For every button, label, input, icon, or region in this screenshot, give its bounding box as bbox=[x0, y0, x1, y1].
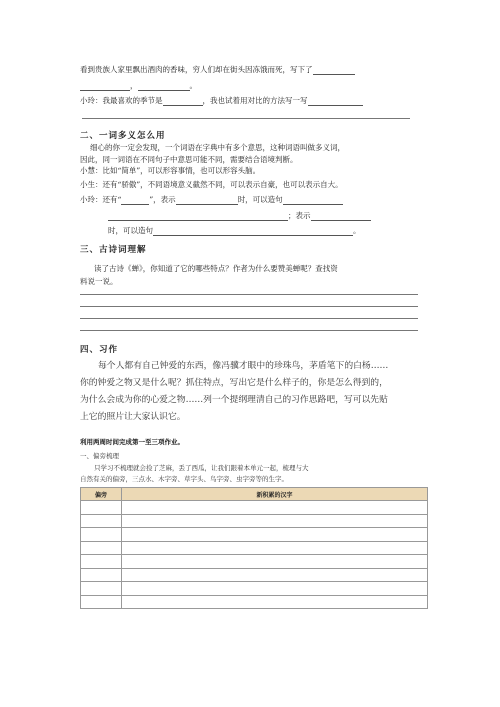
section2-p7-a: 时，可以造句 bbox=[108, 226, 153, 235]
table-row bbox=[81, 595, 428, 609]
radical-cell[interactable] bbox=[81, 541, 122, 555]
blank-meaning-1[interactable] bbox=[176, 196, 238, 205]
section4-p2: 你的钟爱之物又是什么呢？抓住特点，写出它是什么样子的，你是怎么得到的， bbox=[80, 378, 388, 388]
section2-p5 bbox=[80, 195, 420, 205]
homework-title: 利用两周时间完成第一至三项作业。 bbox=[80, 438, 184, 446]
section2-p5-c: 时，可以造句 bbox=[237, 195, 283, 204]
section4-p1: 每个人都有自己钟爱的东西，像冯骥才眼中的珍珠鸟，茅盾笔下的白杨…… bbox=[98, 361, 389, 371]
top-line-2-tail: 。 bbox=[189, 81, 197, 90]
radical-cell[interactable] bbox=[81, 568, 122, 582]
answer-line-4[interactable] bbox=[80, 318, 418, 319]
answer-line-1[interactable] bbox=[82, 118, 410, 119]
homework-desc-1: 只学习不梳理就会捡了芝麻，丢了西瓜，让我们跟着本单元一起，梳理与大 bbox=[94, 464, 309, 472]
homework-desc-2: 自然有关的偏旁，三点水、木字旁、草字头、鸟字旁、虫字旁等的生字。 bbox=[80, 475, 288, 483]
section2-p4: 小生：还有“骄傲”，不同语境意义截然不同，可以表示自豪，也可以表示自大。 bbox=[80, 180, 343, 189]
top-line-1 bbox=[80, 65, 420, 75]
chars-cell[interactable] bbox=[122, 568, 428, 582]
section2-p2: 因此，同一词语在不同句子中意思可能不同，需要结合语境判断。 bbox=[80, 155, 298, 164]
blank-3[interactable] bbox=[138, 82, 190, 91]
section3-p1: 读了古诗《蝉》，你知道了它的哪些特点？作者为什么要赞美蝉呢？查找资 bbox=[94, 264, 338, 273]
radical-cell[interactable] bbox=[81, 555, 122, 569]
header-new-chars: 新积累的汉字 bbox=[122, 488, 428, 501]
blank-sentence-1a[interactable] bbox=[283, 196, 343, 205]
top-line-3-mid: ，我也试着用对比的方法写一写 bbox=[202, 96, 308, 105]
table-row bbox=[81, 541, 428, 555]
section2-p7 bbox=[80, 226, 420, 236]
radical-cell[interactable] bbox=[81, 595, 122, 609]
table-row bbox=[81, 501, 428, 515]
table-row bbox=[81, 514, 428, 528]
section2-p5-b: ”，表示 bbox=[149, 195, 176, 204]
section2-p7-b: 。 bbox=[353, 226, 361, 235]
section2-p3: 小慧：比如“简单”，可以形容事情，也可以形容头脑。 bbox=[80, 166, 261, 175]
top-line-3 bbox=[80, 96, 420, 106]
header-radical: 偏旁 bbox=[81, 488, 122, 501]
section2-p6 bbox=[80, 211, 420, 221]
section4-heading: 四、习作 bbox=[80, 345, 119, 355]
chars-cell[interactable] bbox=[122, 514, 428, 528]
top-line-3-text: 小玲：我最喜欢的季节是 bbox=[80, 96, 163, 105]
section2-p1: 细心的你一定会发现，一个词语在字典中有多个意思，这种词语叫做多义词， bbox=[90, 143, 345, 152]
blank-season[interactable] bbox=[163, 97, 203, 106]
table-row bbox=[81, 568, 428, 582]
radical-table bbox=[80, 487, 428, 609]
section2-heading: 二、一词多义怎么用 bbox=[80, 131, 166, 141]
answer-line-5[interactable] bbox=[80, 330, 418, 331]
section4-p4: 上它的照片让大家认识它。 bbox=[80, 412, 186, 422]
blank-meaning-2[interactable] bbox=[311, 212, 371, 221]
chars-cell[interactable] bbox=[122, 501, 428, 515]
answer-line-2[interactable] bbox=[80, 294, 418, 295]
table-row bbox=[81, 555, 428, 569]
blank-sentence-1b[interactable] bbox=[108, 212, 288, 221]
chars-cell[interactable] bbox=[122, 541, 428, 555]
chars-cell[interactable] bbox=[122, 555, 428, 569]
section4-p3: 为什么会成为你的心爱之物……列一个提纲理清自己的习作思路吧，写可以先贴 bbox=[80, 395, 388, 405]
section3-p2: 料说一说。 bbox=[80, 277, 118, 286]
blank-2[interactable] bbox=[80, 82, 130, 91]
top-line-2: ， 。 bbox=[80, 81, 420, 91]
radical-cell[interactable] bbox=[81, 528, 122, 542]
section2-p6-b: ；表示 bbox=[288, 211, 311, 220]
radical-cell[interactable] bbox=[81, 501, 122, 515]
blank-1[interactable] bbox=[313, 66, 355, 75]
blank-4[interactable] bbox=[308, 97, 363, 106]
blank-sentence-2[interactable] bbox=[153, 227, 353, 236]
section2-p5-a: 小玲：还有“ bbox=[80, 195, 122, 204]
chars-cell[interactable] bbox=[122, 528, 428, 542]
blank-word[interactable] bbox=[121, 196, 149, 205]
homework-item-1: 一、偏旁梳理 bbox=[80, 452, 119, 460]
table-row bbox=[81, 528, 428, 542]
answer-line-3[interactable] bbox=[80, 306, 418, 307]
section3-heading: 三、古诗词理解 bbox=[80, 245, 147, 255]
chars-cell[interactable] bbox=[122, 582, 428, 596]
chars-cell[interactable] bbox=[122, 595, 428, 609]
radical-cell[interactable] bbox=[81, 514, 122, 528]
table-row bbox=[81, 582, 428, 596]
radical-cell[interactable] bbox=[81, 582, 122, 596]
table-header-row bbox=[81, 488, 428, 501]
top-line-1-text: 看到贵族人家里飘出酒肉的香味，穷人们却在街头因冻饿而死，写下了 bbox=[80, 65, 313, 74]
